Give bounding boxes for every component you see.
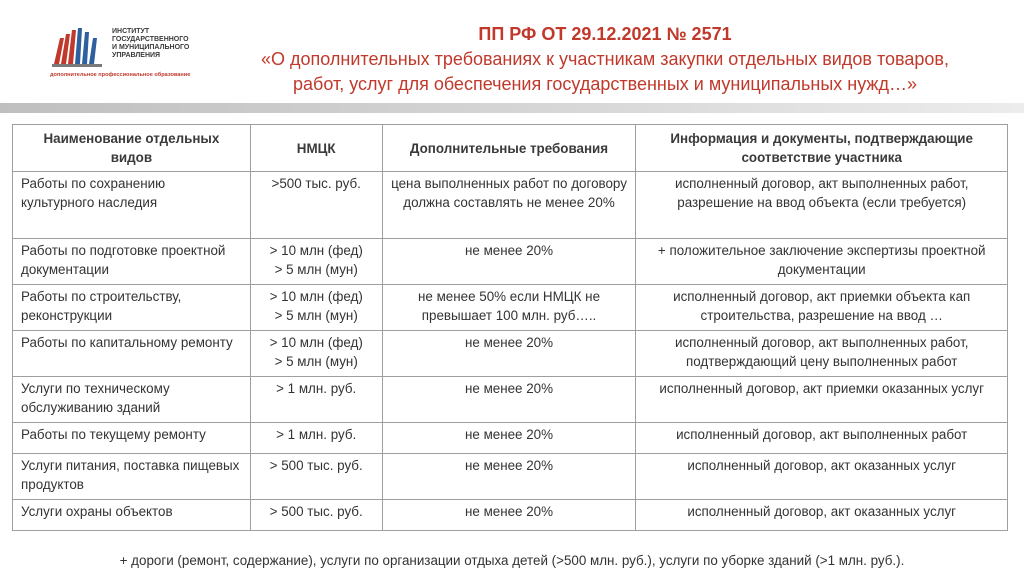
cell-documents: исполненный договор, акт выполненных работ, подтверждающий цену выполненных работ [636, 331, 1008, 377]
institute-name-line: И МУНИЦИПАЛЬНОГО [112, 44, 190, 51]
institute-subtitle: дополнительное профессиональное образование [50, 72, 191, 78]
nmck-municipal: > 5 млн (мун) [274, 262, 358, 277]
cell-documents: исполненный договор, акт приемки объекта кап строительства, разрешение на ввод … [636, 285, 1008, 331]
cell-requirements: не менее 20% [382, 377, 636, 423]
nmck-federal: > 10 млн (фед) [269, 243, 363, 258]
books-logo-icon [50, 24, 108, 70]
cell-nmck [250, 331, 382, 377]
nmck-federal: > 10 млн (фед) [269, 335, 363, 350]
cell-nmck [250, 239, 382, 285]
cell-name: Услуги питания, поставка пищевых продуктов [13, 454, 251, 500]
title-line-3: работ, услуг для обеспечения государственных и муниципальных нужд…» [293, 74, 917, 94]
cell-name: Работы по строительству, реконструкции [13, 285, 251, 331]
cell-name: Услуги охраны объектов [13, 500, 251, 531]
institute-name [112, 28, 212, 60]
footnote: + дороги (ремонт, содержание), услуги по организации отдыха детей (>500 млн. руб.), услуги по уборке зданий (>1 млн. руб.). [119, 553, 905, 568]
cell-name: Услуги по техническому обслуживанию зданий [13, 377, 251, 423]
cell-nmck: > 500 тыс. руб. [250, 500, 382, 531]
cell-nmck: > 1 млн. руб. [250, 423, 382, 454]
nmck-municipal: > 5 млн (мун) [274, 308, 358, 323]
table-row [13, 423, 1008, 454]
institute-logo [50, 24, 210, 84]
institute-name-line: УПРАВЛЕНИЯ [112, 52, 161, 59]
cell-documents: исполненный договор, акт оказанных услуг [636, 500, 1008, 531]
cell-nmck: > 500 тыс. руб. [250, 454, 382, 500]
table-row [13, 454, 1008, 500]
table-row [13, 239, 1008, 285]
cell-documents: исполненный договор, акт приемки оказанных услуг [636, 377, 1008, 423]
requirements-table [12, 124, 1008, 531]
slide-title [200, 22, 1010, 97]
cell-requirements: цена выполненных работ по договору должна составлять не менее 20% [382, 172, 636, 239]
institute-name-line: ГОСУДАРСТВЕННОГО [112, 36, 189, 43]
cell-documents: исполненный договор, акт выполненных работ [636, 423, 1008, 454]
table-header-row [13, 125, 1008, 172]
cell-nmck [250, 285, 382, 331]
cell-requirements: не менее 50% если НМЦК не превышает 100 млн. руб….. [382, 285, 636, 331]
nmck-municipal: > 5 млн (мун) [274, 354, 358, 369]
table-row [13, 285, 1008, 331]
cell-documents: исполненный договор, акт оказанных услуг [636, 454, 1008, 500]
title-line-2: «О дополнительных требованиях к участникам закупки отдельных видов товаров, [261, 49, 949, 69]
cell-name: Работы по текущему ремонту [13, 423, 251, 454]
cell-requirements: не менее 20% [382, 500, 636, 531]
cell-name: Работы по сохранению культурного наследия [13, 172, 251, 239]
cell-documents: + положительное заключение экспертизы проектной документации [636, 239, 1008, 285]
cell-name: Работы по капитальному ремонту [13, 331, 251, 377]
table-row [13, 500, 1008, 531]
table-row [13, 377, 1008, 423]
cell-name: Работы по подготовке проектной документации [13, 239, 251, 285]
cell-nmck: > 1 млн. руб. [250, 377, 382, 423]
cell-requirements: не менее 20% [382, 331, 636, 377]
header-divider [0, 103, 1024, 113]
header-documents: Информация и документы, подтверждающие соответствие участника [636, 125, 1008, 172]
institute-name-line: ИНСТИТУТ [112, 28, 150, 35]
cell-requirements: не менее 20% [382, 423, 636, 454]
title-decree: ПП РФ ОТ 29.12.2021 № 2571 [478, 24, 732, 44]
cell-requirements: не менее 20% [382, 454, 636, 500]
nmck-federal: > 10 млн (фед) [269, 289, 363, 304]
cell-nmck: >500 тыс. руб. [250, 172, 382, 239]
header-name: Наименование отдельных видов [13, 125, 251, 172]
cell-documents: исполненный договор, акт выполненных работ, разрешение на ввод объекта (если требуется) [636, 172, 1008, 239]
table-row [13, 172, 1008, 239]
header-nmck: НМЦК [250, 125, 382, 172]
table-row [13, 331, 1008, 377]
cell-requirements: не менее 20% [382, 239, 636, 285]
header-requirements: Дополнительные требования [382, 125, 636, 172]
